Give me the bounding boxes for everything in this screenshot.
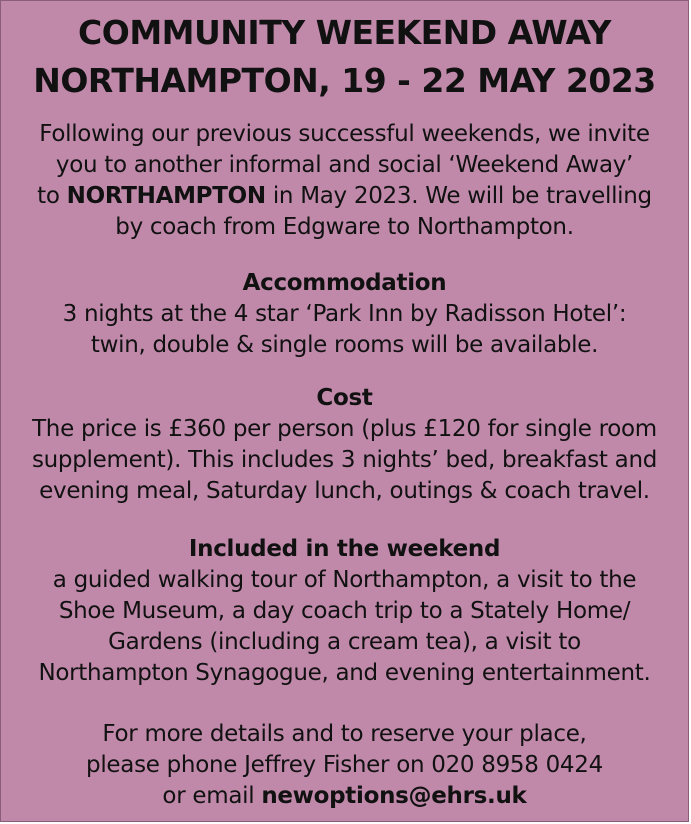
intro-line-3 [1,181,688,212]
cost-section [1,383,688,507]
accommodation-section [1,268,688,361]
included-heading: Included in the weekend [188,536,501,562]
title-line-1: COMMUNITY WEEKEND AWAY [78,13,611,52]
cost-line-1: The price is £360 per person (plus £120 for single room [32,416,657,442]
included-line-2: Shoe Museum, a day coach trip to a Stately Home/ [58,598,631,624]
included-line-4: Northampton Synagogue, and evening entertainment. [38,660,651,686]
accommodation-line-2: twin, double & single rooms will be available. [90,332,599,358]
intro-section [1,119,688,243]
contact-line-2: please phone Jeffrey Fisher on 020 8958 0424 [86,752,603,778]
accommodation-heading: Accommodation [242,270,447,296]
contact-line-1: For more details and to reserve your place, [102,721,587,747]
accommodation-line-1: 3 nights at the 4 star ‘Park Inn by Radisson Hotel’: [62,301,627,327]
included-line-1: a guided walking tour of Northampton, a visit to the [52,567,637,593]
cost-line-2: supplement). This includes 3 nights’ bed, breakfast and [31,447,658,473]
intro-line-3-post: in May 2023. We will be travelling [265,183,652,209]
included-section [1,534,688,689]
destination-name: NORTHAMPTON [66,183,266,209]
title-line-2: NORTHAMPTON, 19 - 22 MAY 2023 [33,61,656,100]
intro-line-2: you to another informal and social ‘Weekend Away’ [55,152,634,178]
cost-heading: Cost [316,385,373,411]
intro-line-3-pre: to [37,183,67,209]
contact-section [1,719,688,812]
contact-line-3 [1,781,688,812]
cost-line-3: evening meal, Saturday lunch, outings & coach travel. [39,478,650,504]
intro-line-4: by coach from Edgware to Northampton. [115,214,574,240]
included-line-3: Gardens (including a cream tea), a visit to [108,629,581,655]
contact-email: newoptions@ehrs.uk [261,783,527,809]
contact-line-3-pre: or email [162,783,262,809]
intro-line-1: Following our previous successful weekends, we invite [39,121,650,147]
